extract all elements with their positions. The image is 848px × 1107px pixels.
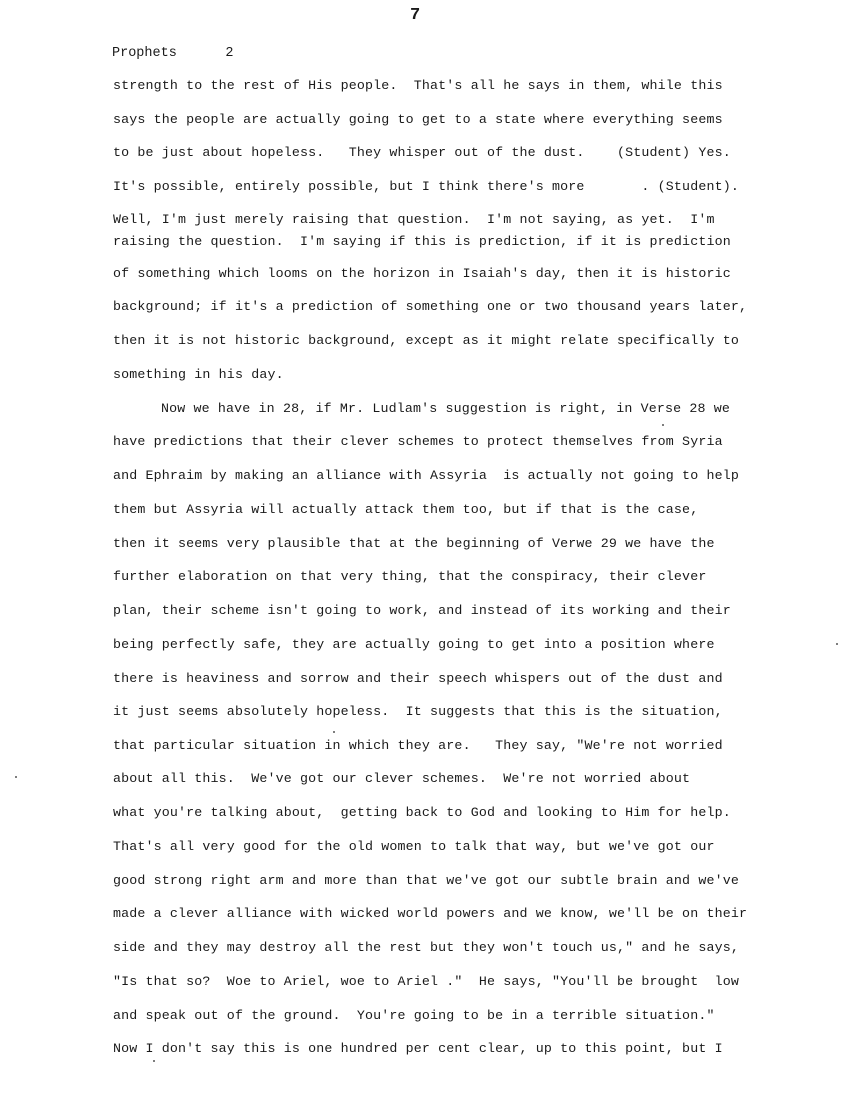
running-head-title: Prophets	[112, 46, 177, 61]
text-line: of something which looms on the horizon in Isaiah's day, then it is historic	[113, 266, 731, 281]
text-line: further elaboration on that very thing, that the conspiracy, their clever	[113, 569, 707, 584]
text-line: them but Assyria will actually attack them too, but if that is the case,	[113, 502, 699, 517]
text-line: being perfectly safe, they are actually going to get into a position where	[113, 637, 715, 652]
text-line: That's all very good for the old women to talk that way, but we've got our	[113, 839, 715, 854]
page-number: 7	[410, 6, 421, 25]
scan-speck	[662, 424, 664, 426]
scan-speck	[153, 1060, 155, 1062]
text-line: that particular situation in which they are. They say, "We're not worried	[113, 738, 723, 753]
scan-speck	[15, 776, 17, 778]
text-line: raising the question. I'm saying if this is prediction, if it is prediction	[113, 234, 731, 249]
text-line: it just seems absolutely hopeless. It suggests that this is the situation,	[113, 704, 723, 719]
text-line: It's possible, entirely possible, but I think there's more . (Student).	[113, 179, 739, 194]
running-head	[112, 46, 234, 61]
text-line: Now we have in 28, if Mr. Ludlam's suggestion is right, in Verse 28 we	[161, 401, 731, 416]
text-line: then it seems very plausible that at the beginning of Verwe 29 we have the	[113, 536, 715, 551]
text-line: strength to the rest of His people. That's all he says in them, while this	[113, 78, 723, 93]
text-line: what you're talking about, getting back to God and looking to Him for help.	[113, 805, 731, 820]
text-line: "Is that so? Woe to Ariel, woe to Ariel ." He says, "You'll be brought low	[113, 974, 739, 989]
scan-speck	[333, 731, 335, 733]
text-line: then it is not historic background, except as it might relate specifically to	[113, 333, 739, 348]
text-line: and speak out of the ground. You're going to be in a terrible situation."	[113, 1008, 715, 1023]
text-line: Well, I'm just merely raising that question. I'm not saying, as yet. I'm	[113, 212, 715, 227]
text-line: and Ephraim by making an alliance with Assyria is actually not going to help	[113, 468, 739, 483]
text-line: have predictions that their clever schemes to protect themselves from Syria	[113, 434, 723, 449]
text-line: says the people are actually going to get to a state where everything seems	[113, 112, 723, 127]
text-line: side and they may destroy all the rest but they won't touch us," and he says,	[113, 940, 739, 955]
text-line: good strong right arm and more than that we've got our subtle brain and we've	[113, 873, 739, 888]
text-line: there is heaviness and sorrow and their speech whispers out of the dust and	[113, 671, 723, 686]
text-line: Now I don't say this is one hundred per cent clear, up to this point, but I	[113, 1041, 723, 1056]
text-line: plan, their scheme isn't going to work, and instead of its working and their	[113, 603, 731, 618]
text-line: background; if it's a prediction of something one or two thousand years later,	[113, 299, 748, 314]
scan-speck	[836, 643, 838, 645]
text-line: made a clever alliance with wicked world powers and we know, we'll be on their	[113, 906, 748, 921]
text-line: to be just about hopeless. They whisper out of the dust. (Student) Yes.	[113, 145, 731, 160]
text-line: about all this. We've got our clever schemes. We're not worried about	[113, 771, 691, 786]
text-line: something in his day.	[113, 367, 284, 382]
running-head-number: 2	[225, 46, 234, 61]
